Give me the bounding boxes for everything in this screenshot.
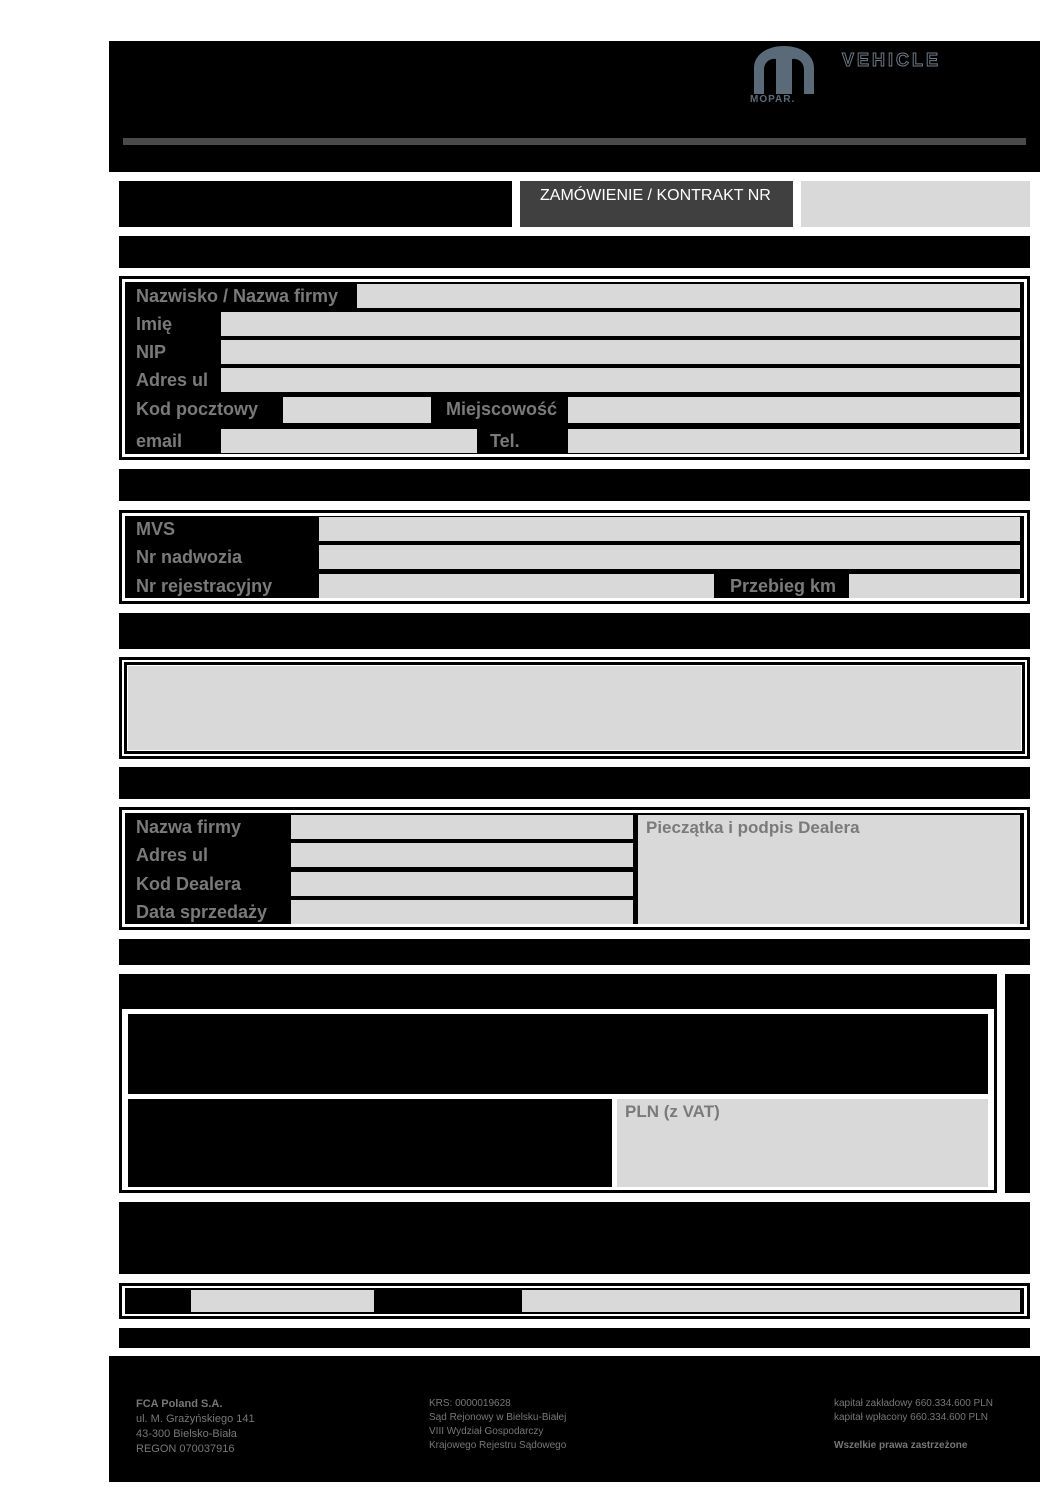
signature-label-2 <box>379 1290 517 1312</box>
order-label: ZAMÓWIENIE / KONTRAKT NR <box>540 187 771 204</box>
customer-city-label: Miejscowość <box>439 397 563 423</box>
section-bar-price <box>119 939 1030 965</box>
brand-title: VEHICLE <box>842 50 942 70</box>
vehicle-reg-label: Nr rejestracyjny <box>129 574 313 598</box>
vehicle-mvs-label: MVS <box>129 517 313 541</box>
customer-name-label: Nazwisko / Nazwa firmy <box>129 284 352 308</box>
vehicle-mvs-field[interactable] <box>319 517 1020 541</box>
price-currency-label: PLN (z VAT) <box>625 1102 720 1121</box>
vehicle-reg-field[interactable] <box>319 574 714 598</box>
vehicle-vin-label: Nr nadwozia <box>129 545 313 569</box>
vehicle-vin-field[interactable] <box>319 545 1020 569</box>
price-description-area <box>128 1014 988 1094</box>
customer-nip-label: NIP <box>129 340 216 364</box>
section-bar-customer <box>119 236 1030 268</box>
customer-name-field[interactable] <box>357 284 1020 308</box>
signature-field-1[interactable] <box>191 1290 374 1312</box>
signature-field-2[interactable] <box>522 1290 1020 1312</box>
price-header-bar <box>119 974 997 1010</box>
order-left-block <box>119 181 512 227</box>
customer-email-field[interactable] <box>221 429 477 453</box>
customer-city-field[interactable] <box>568 397 1020 423</box>
footer-company-regon: REGON 070037916 <box>136 1443 235 1455</box>
footer-company <box>136 1397 396 1457</box>
order-label-box <box>520 181 793 227</box>
dealer-code-label: Kod Dealera <box>129 872 285 896</box>
customer-address-field[interactable] <box>221 368 1020 392</box>
footer-registry <box>429 1397 689 1453</box>
mopar-logo-text: MOPAR. <box>750 94 796 105</box>
footer-court: Sąd Rejonowy w Bielsku-Białej <box>429 1412 567 1423</box>
customer-first-name-field[interactable] <box>221 312 1020 336</box>
dealer-stamp-label: Pieczątka i podpis Dealera <box>646 818 860 837</box>
footer-rights: Wszelkie prawa zastrzeżone <box>834 1440 968 1451</box>
dealer-address-field[interactable] <box>291 843 633 867</box>
footer-company-city: 43-300 Bielsko-Biała <box>136 1428 237 1440</box>
signature-label-1 <box>129 1290 186 1312</box>
section-bar-dealer <box>119 767 1030 799</box>
dealer-name-label: Nazwa firmy <box>129 815 285 839</box>
footer-share-capital: kapitał zakładowy 660.334.600 PLN <box>834 1398 993 1409</box>
customer-address-label: Adres ul <box>129 368 216 392</box>
footer-capital <box>834 1397 1030 1453</box>
dealer-sale-date-label: Data sprzedaży <box>129 900 285 924</box>
mopar-logo <box>748 42 820 108</box>
section-bar-bottom <box>119 1328 1030 1348</box>
customer-phone-field[interactable] <box>568 429 1020 453</box>
footer-company-street: ul. M. Grażyńskiego 141 <box>136 1413 255 1425</box>
vehicle-mileage-label: Przebieg km <box>723 574 843 598</box>
footer-krs: KRS: 0000019628 <box>429 1398 511 1409</box>
footer-paid-capital: kapitał wpłacony 660.334.600 PLN <box>834 1412 988 1423</box>
customer-postal-field[interactable] <box>283 397 431 423</box>
customer-email-label: email <box>129 429 216 453</box>
dealer-name-field[interactable] <box>291 815 633 839</box>
dealer-address-label: Adres ul <box>129 843 285 867</box>
footer-register: Krajowego Rejestru Sądowego <box>429 1440 567 1451</box>
customer-phone-label: Tel. <box>483 429 563 453</box>
dealer-sale-date-field[interactable] <box>291 900 633 924</box>
dealer-code-field[interactable] <box>291 872 633 896</box>
customer-first-name-label: Imię <box>129 312 216 336</box>
dealer-stamp-field[interactable] <box>638 815 1020 924</box>
price-amount-field[interactable] <box>617 1099 988 1187</box>
section-bar-description <box>119 613 1030 649</box>
footer-department: VIII Wydział Gospodarczy <box>429 1426 544 1437</box>
description-field[interactable] <box>128 666 1021 750</box>
customer-postal-label: Kod pocztowy <box>129 397 277 423</box>
price-left-area <box>128 1099 612 1187</box>
order-number-field[interactable] <box>801 181 1030 227</box>
price-side-bar <box>1005 974 1030 1193</box>
section-bar-vehicle <box>119 469 1030 501</box>
vehicle-mileage-field[interactable] <box>849 574 1020 598</box>
notes-block <box>119 1202 1030 1274</box>
header-divider <box>123 138 1026 145</box>
footer-company-name: FCA Poland S.A. <box>136 1398 223 1410</box>
customer-nip-field[interactable] <box>221 340 1020 364</box>
